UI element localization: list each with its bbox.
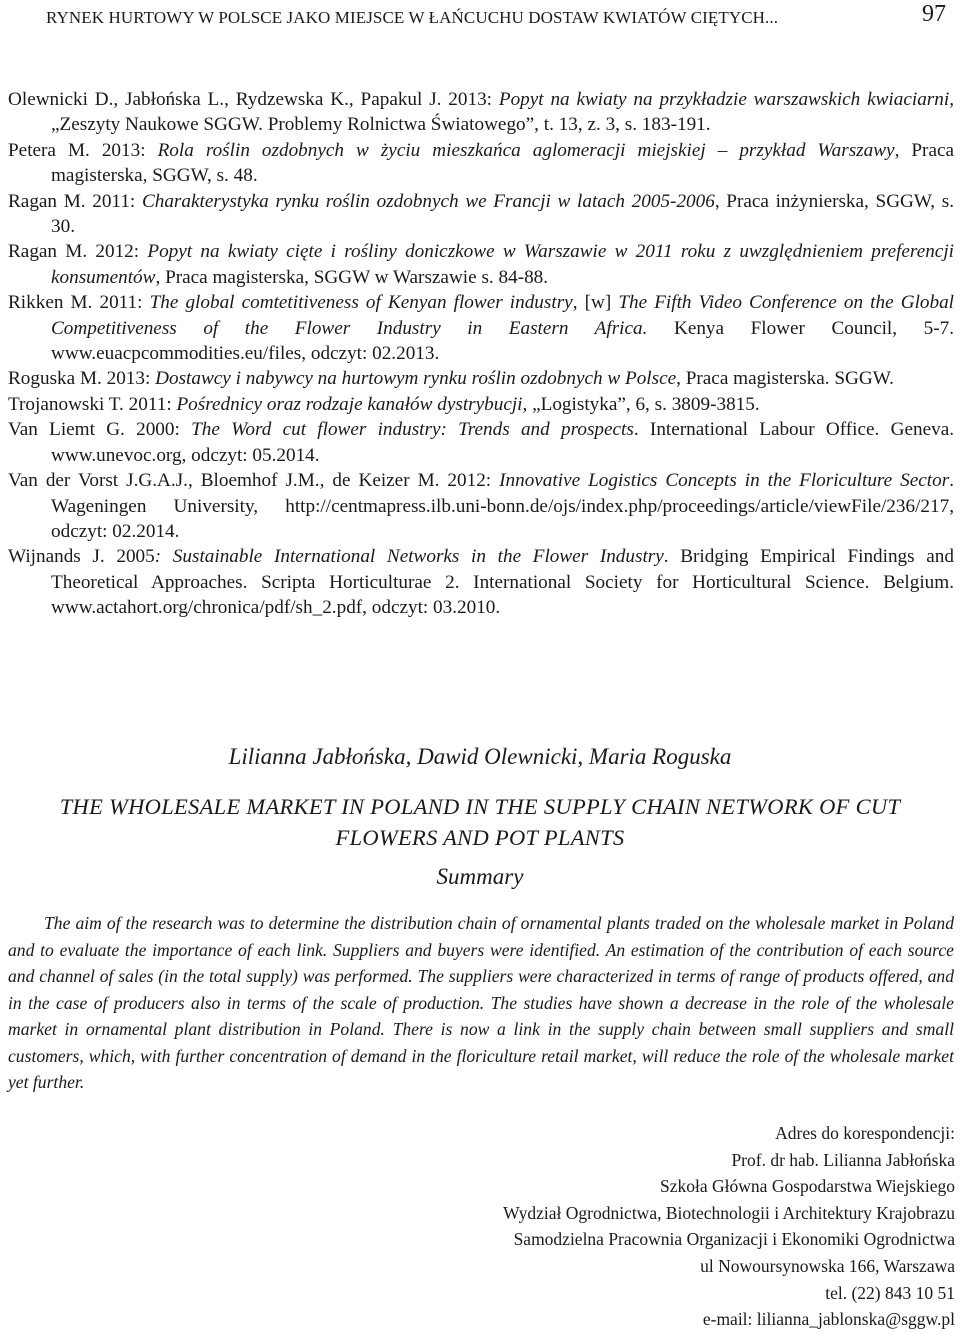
summary-heading: Summary [436,864,524,889]
page-number: 97 [922,1,946,27]
address-faculty: Wydział Ogrodnictwa, Biotechnologii i Architektury Krajobrazu [503,1202,955,1223]
reference-item: Petera M. 2013: Rola roślin ozdobnych w życiu mieszkańca aglomeracji miejskiej – przykład Warszawy, Praca magisterska, SGGW, s. 48. [8,139,954,187]
reference-item: Ragan M. 2012: Popyt na kwiaty cięte i rośliny doniczkowe w Warszawie w 2011 roku z uwzględnieniem preferencji konsumentów, Praca magisterska, SGGW w Warszawie s. 84-88. [8,241,954,288]
reference-item: Ragan M. 2011: Charakterystyka rynku roślin ozdobnych we Francji w latach 2005-2006, Praca inżynierska, SGGW, s. 30. [8,190,955,238]
reference-item: Olewnicki D., Jabłońska L., Rydzewska K., Papakul J. 2013: Popyt na kwiaty na przykładzie warszawskich kwiaciarni, „Zeszyty Naukowe SGGW. Problemy Rolnictwa Światowego”, t. 13, z. 3, s. 183-191. [8,89,954,136]
reference-item: Wijnands J. 2005: Sustainable International Networks in the Flower Industry. Bridging Empirical Findings and Theoretical Approaches. Scripta Horticulturae 2. International Society for Horticultural Science. Belgium. www.actahort.org/chronica/pdf/sh_2.pdf, odczyt: 03.2010. [8,546,954,619]
running-title: RYNEK HURTOWY W POLSCE JAKO MIEJSCE W ŁAŃCUCHU DOSTAW KWIATÓW CIĘTYCH... [46,8,779,27]
english-title [0,791,960,853]
running-header [46,2,950,28]
correspondence-address [375,1120,955,1333]
reference-item: Van der Vorst J.G.A.J., Bloemhof J.M., de Keizer M. 2012: Innovative Logistics Concepts in the Floriculture Sector. Wageningen University, http://centmapress.ilb.uni-bonn.de/ojs/index.php/proceedings/article/viewFile/236/217, odczyt: 02.2014. [8,470,954,542]
english-title-line: THE WHOLESALE MARKET IN POLAND IN THE SUPPLY CHAIN NETWORK OF CUT [59,794,901,819]
reference-item: Rikken M. 2011: The global comtetitiveness of Kenyan flower industry, [w] The Fifth Video Conference on the Global Competitiveness of the Flower Industry in Eastern Africa. Kenya Flower Council, 5-7. www.euacpcommodities.eu/files, odczyt: 02.2013. [8,292,955,365]
address-phone: tel. (22) 843 10 51 [825,1282,955,1303]
reference-list [8,87,954,621]
address-school: Szkoła Główna Gospodarstwa Wiejskiego [660,1176,955,1197]
english-title-line: FLOWERS AND POT PLANTS [335,825,625,850]
reference-item: Roguska M. 2013: Dostawcy i nabywcy na hurtowym rynku roślin ozdobnych w Polsce, Praca magisterska. SGGW. [8,368,894,390]
address-name: Prof. dr hab. Lilianna Jabłońska [731,1149,955,1170]
address-unit: Samodzielna Pracownia Organizacji i Ekonomiki Ogrodnictwa [513,1229,955,1250]
address-label: Adres do korespondencji: [775,1123,955,1143]
reference-item: Van Liemt G. 2000: The Word cut flower industry: Trends and prospects. International Labour Office. Geneva. www.unevoc.org, odczyt: 05.2014. [8,419,955,466]
reference-item: Trojanowski T. 2011: Pośrednicy oraz rodzaje kanałów dystrybucji, „Logistyka”, 6, s. 3809-3815. [8,393,760,415]
address-street: ul Nowoursynowska 166, Warszawa [700,1255,955,1276]
summary-authors: Lilianna Jabłońska, Dawid Olewnicki, Maria Roguska [228,744,732,769]
address-email[interactable]: e-mail: lilianna_jablonska@sggw.pl [702,1309,955,1330]
summary-text: The aim of the research was to determine the distribution chain of ornamental plants traded on the wholesale market in Poland and to evaluate the importance of each link. Suppliers and buyers were identified. An estimation of the contribution of each source and channel of sales (in the total supply) was performed. The suppliers were characterized in terms of range of products offered, and in the case of producers also in terms of the scale of production. The studies have shown a decrease in the role of the wholesale market in ornamental plant distribution in Poland. There is now a link in the supply chain between small suppliers and small customers, which, with further concentration of demand in the floriculture retail market, will reduce the role of the wholesale market yet further. [8,913,954,1092]
